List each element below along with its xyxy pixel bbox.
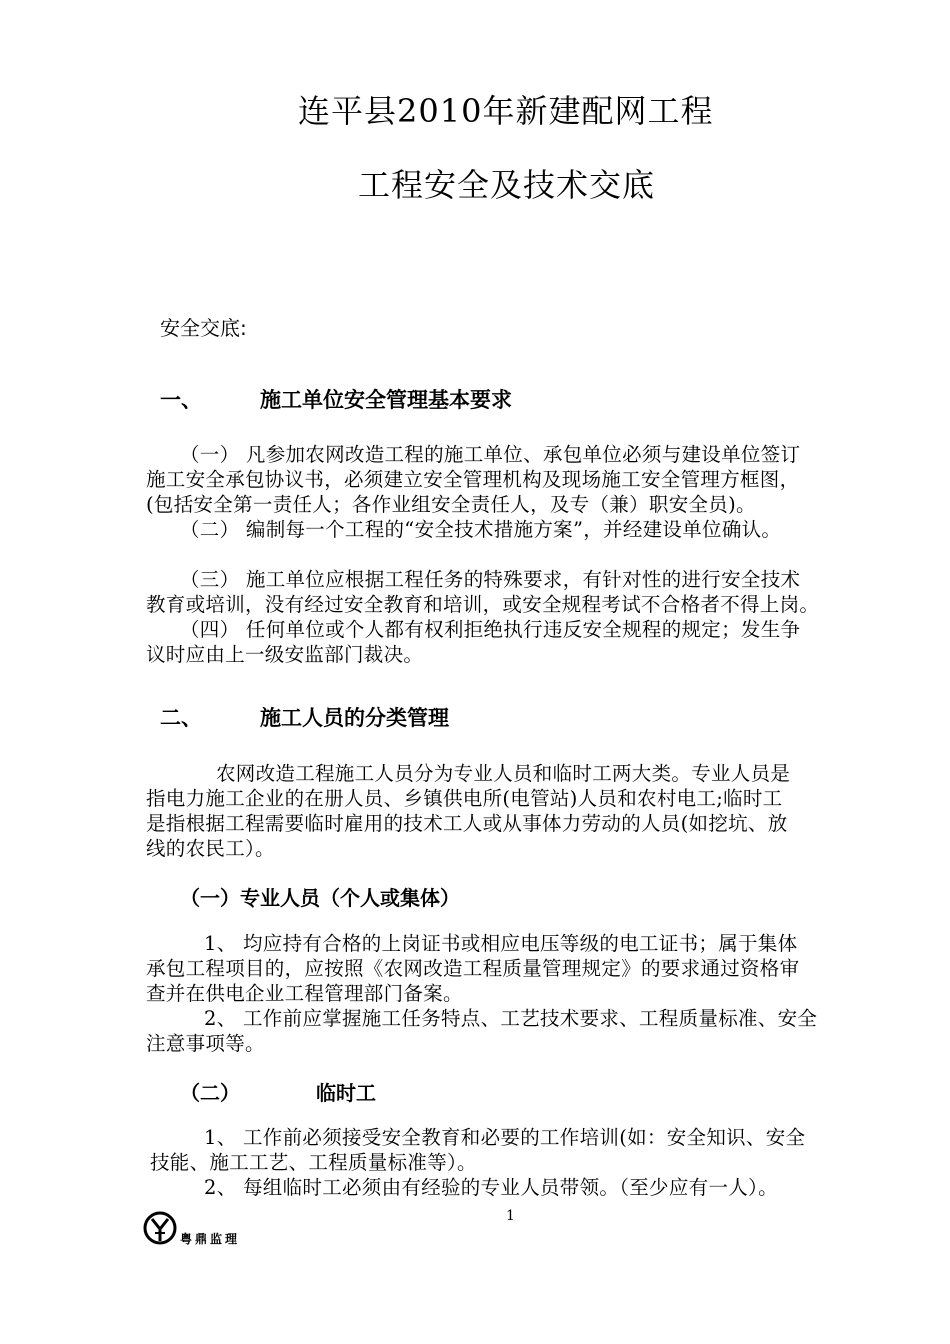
paragraph-line: （一） 凡参加农网改造工程的施工单位、承包单位必须与建设单位签订 bbox=[180, 443, 801, 466]
paragraph-line: 1、 均应持有合格的上岗证书或相应电压等级的电工证书；属于集体 bbox=[204, 932, 798, 955]
heading-1: 施工单位安全管理基本要求 bbox=[260, 388, 512, 412]
paragraph-line: 农网改造工程施工人员分为专业人员和临时工两大类。专业人员是 bbox=[216, 762, 791, 785]
paragraph-line: 施工安全承包协议书，必须建立安全管理机构及现场施工安全管理方框图， bbox=[146, 468, 800, 491]
paragraph-line: 注意事项等。 bbox=[146, 1032, 265, 1055]
subheading-2: 临时工 bbox=[316, 1081, 376, 1105]
paragraph-line: 1、 工作前必须接受安全教育和必要的工作培训(如：安全知识、安全 bbox=[204, 1126, 806, 1149]
section-label: 安全交底: bbox=[160, 316, 247, 340]
paragraph-line: （四） 任何单位或个人都有权利拒绝执行违反安全规程的规定；发生争 bbox=[180, 618, 801, 641]
paragraph-line: 承包工程项目的，应按照《农网改造工程质量管理规定》的要求通过资格审 bbox=[146, 957, 800, 980]
paragraph-line: 议时应由上一级安监部门裁决。 bbox=[146, 643, 424, 666]
document-title: 连平县2010年新建配网工程 bbox=[298, 92, 714, 130]
heading-2-number: 二、 bbox=[160, 706, 202, 730]
subheading-2-number: （二） bbox=[180, 1081, 240, 1105]
company-logo-icon bbox=[142, 1210, 178, 1250]
logo-text: 粤鼎监理 bbox=[180, 1232, 241, 1246]
paragraph-line: (包括安全第一责任人；各作业组安全责任人，及专（兼）职安全员)。 bbox=[146, 493, 756, 516]
heading-1-number: 一、 bbox=[160, 388, 202, 412]
page-number: 1 bbox=[506, 1208, 515, 1224]
paragraph-line: 2、 工作前应掌握施工任务特点、工艺技术要求、工程质量标准、安全 bbox=[204, 1007, 818, 1030]
paragraph-line: 线的农民工）。 bbox=[146, 837, 275, 860]
paragraph-line: 查并在供电企业工程管理部门备案。 bbox=[146, 982, 463, 1005]
heading-2: 施工人员的分类管理 bbox=[260, 706, 449, 730]
paragraph-line: 指电力施工企业的在册人员、乡镇供电所(电管站)人员和农村电工;临时工 bbox=[146, 787, 783, 810]
paragraph-line: 技能、施工工艺、工程质量标准等）。 bbox=[150, 1151, 477, 1174]
paragraph-line: 教育或培训，没有经过安全教育和培训，或安全规程考试不合格者不得上岗。 bbox=[146, 593, 820, 616]
paragraph-line: （三） 施工单位应根据工程任务的特殊要求，有针对性的进行安全技术 bbox=[180, 568, 801, 591]
document-subtitle: 工程安全及技术交底 bbox=[358, 166, 656, 204]
paragraph-line: （二） 编制每一个工程的“安全技术措施方案”，并经建设单位确认。 bbox=[180, 518, 782, 541]
paragraph-line: 2、 每组临时工必须由有经验的专业人员带领。（至少应有一人）。 bbox=[204, 1176, 778, 1199]
paragraph-line: 是指根据工程需要临时雇用的技术工人或从事体力劳动的人员(如挖坑、放 bbox=[146, 812, 788, 835]
subheading-1: （一）专业人员（个人或集体） bbox=[180, 886, 460, 910]
